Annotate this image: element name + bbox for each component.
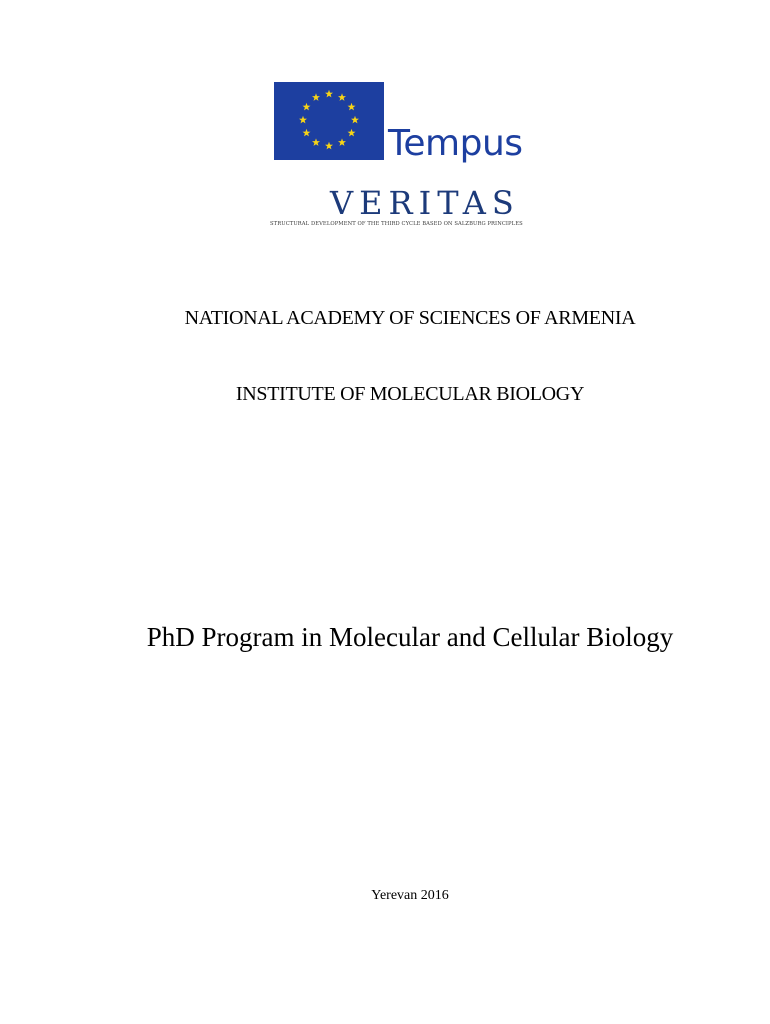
eu-star-icon [325,90,333,98]
academy-heading: NATIONAL ACADEMY OF SCIENCES OF ARMENIA [184,307,636,329]
eu-star-icon [312,93,320,101]
eu-star-icon [302,129,310,137]
eu-star-icon [299,116,307,124]
institute-heading: INSTITUTE OF MOLECULAR BIOLOGY [235,383,585,405]
eu-star-icon [348,129,356,137]
eu-star-icon [338,93,346,101]
program-title: PhD Program in Molecular and Cellular Biology [146,622,674,652]
eu-star-icon [325,142,333,150]
eu-star-icon [302,103,310,111]
tempus-logo-text: Tempus [388,123,523,164]
eu-star-icon [312,138,320,146]
eu-flag-icon [274,82,384,160]
eu-star-icon [351,116,359,124]
veritas-subtitle: STRUCTURAL DEVELOPMENT OF THE THIRD CYCLE BASED ON SALZBURG PRINCIPLES [270,221,523,227]
place-date: Yerevan 2016 [371,888,449,903]
eu-star-icon [338,138,346,146]
veritas-logo-text: VERITAS [330,184,520,222]
eu-star-icon [348,103,356,111]
tempus-veritas-logo [268,82,558,232]
